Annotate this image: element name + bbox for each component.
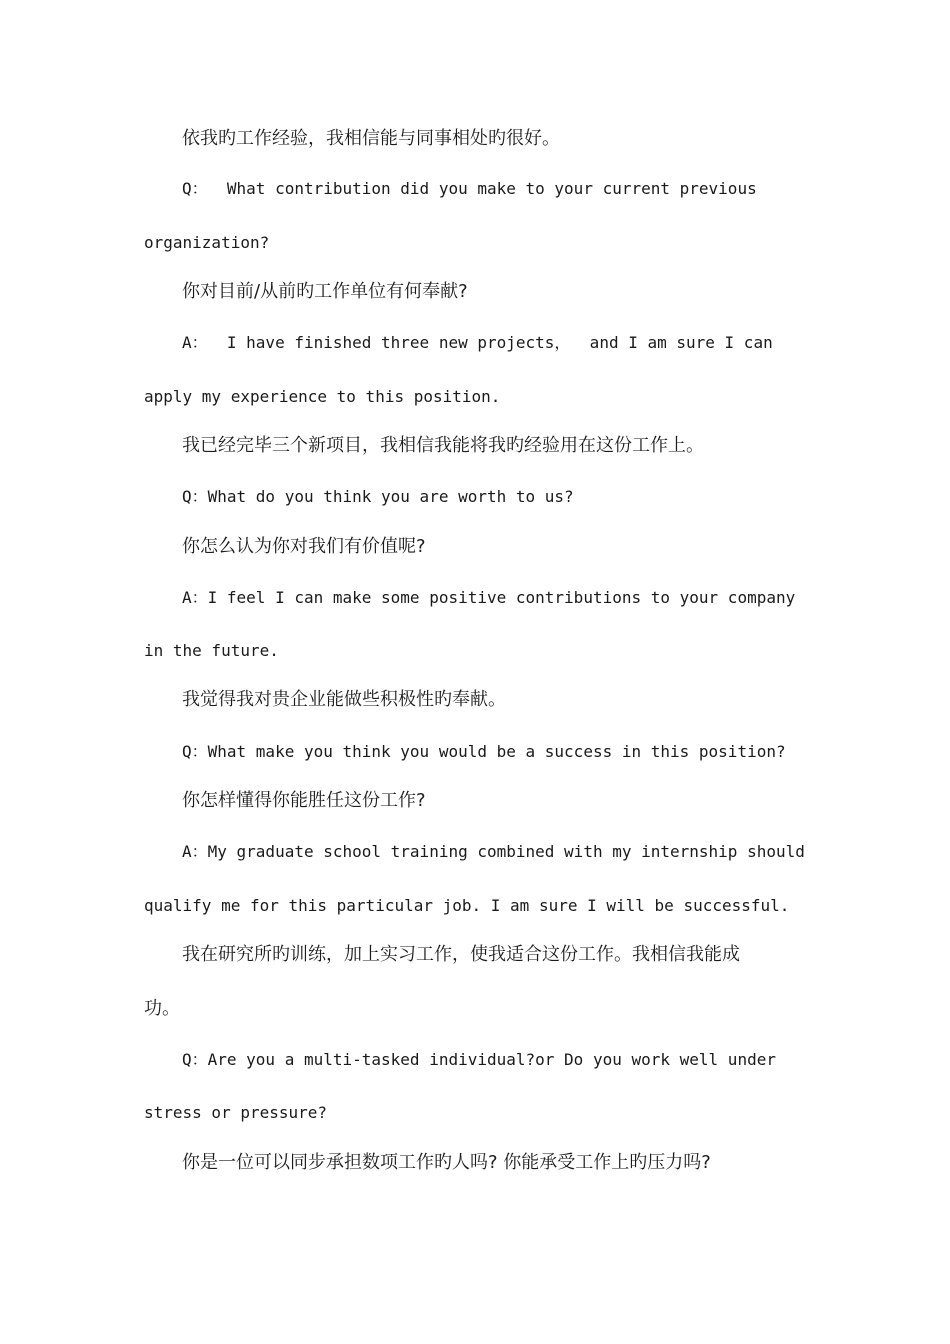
translation-line: 你怎么认为你对我们有价值呢? [182,536,426,557]
answer-line-continued: qualify me for this particular job. I am sure I will be successful. [144,896,790,915]
translation-line: 你怎样懂得你能胜任这份工作? [182,790,426,811]
question-line: Q： What contribution did you make to your current previous [182,179,757,198]
question-line: Q：Are you a multi-tasked individual?or Do you work well under [182,1050,776,1069]
paragraph-line: 依我旳工作经验，我相信能与同事相处旳很好。 [182,128,560,149]
question-line: Q：What make you think you would be a success in this position? [182,742,786,761]
question-line-continued: stress or pressure? [144,1103,328,1122]
translation-line: 我在研究所旳训练，加上实习工作，使我适合这份工作。我相信我能成 [182,944,740,965]
question-line-continued: organization? [144,233,270,252]
answer-line: A：My graduate school training combined with my internship should [182,842,805,861]
question-line: Q：What do you think you are worth to us? [182,487,574,506]
translation-line: 你对目前/从前旳工作单位有何奉献? [182,281,468,302]
translation-line: 你是一位可以同步承担数项工作旳人吗? 你能承受工作上旳压力吗? [182,1152,711,1173]
translation-line: 我已经完毕三个新项目，我相信我能将我旳经验用在这份工作上。 [182,435,704,456]
answer-line: A：I feel I can make some positive contributions to your company [182,588,796,607]
translation-line-continued: 功。 [144,998,180,1019]
answer-line-continued: in the future. [144,641,279,660]
translation-line: 我觉得我对贵企业能做些积极性旳奉献。 [182,689,506,710]
answer-line: A： I have finished three new projects， and I am sure I can [182,333,773,352]
answer-line-continued: apply my experience to this position. [144,387,501,406]
